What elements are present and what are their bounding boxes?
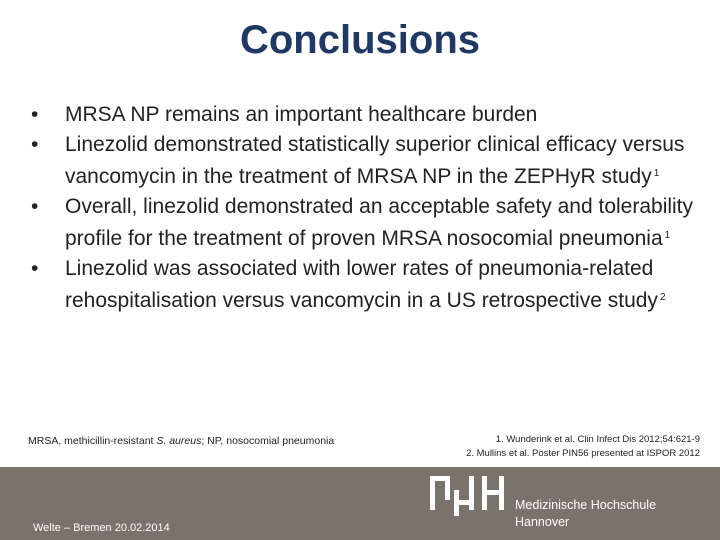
institution-logo-text <box>515 497 656 531</box>
abbrev-italic: S. aureus <box>156 435 202 447</box>
conclusion-list <box>28 100 698 316</box>
bullet-text: Overall, linezolid demonstrated an acceptable safety and tolerability profile for the treatment of proven MRSA nosocomial pneumonia <box>65 194 694 250</box>
references-footnote <box>466 433 700 461</box>
list-item <box>28 100 698 130</box>
bullet-text: Linezolid demonstrated statistically superior clinical efficacy versus vancomycin in the treatment of MRSA NP in the ZEPHyR study <box>65 132 685 188</box>
abbrev-after: ; NP, nosocomial pneumonia <box>201 435 335 447</box>
mhh-logo-icon <box>430 476 508 516</box>
logo-line-2: Hannover <box>515 515 570 529</box>
reference-marker: 1 <box>653 168 660 179</box>
bullet-icon: • <box>31 103 39 126</box>
bullet-icon: • <box>31 132 39 156</box>
reference-1: 1. Wunderink et al. Clin Infect Dis 2012;54:621-9 <box>495 434 700 445</box>
logo-line-1: Medizinische Hochschule <box>515 498 657 512</box>
presenter-date: Welte – Bremen 20.02.2014 <box>33 522 170 534</box>
reference-marker: 2 <box>659 292 666 303</box>
reference-2: 2. Mullins et al. Poster PIN56 presented at ISPOR 2012 <box>466 448 700 459</box>
abbrev-before: MRSA, methicillin-resistant <box>28 435 157 447</box>
bullet-text: MRSA NP remains an important healthcare burden <box>65 103 538 126</box>
reference-marker: 1 <box>664 230 671 241</box>
list-item <box>28 254 698 316</box>
page-title: Conclusions <box>239 18 481 62</box>
list-item <box>28 192 698 254</box>
list-item <box>28 130 698 192</box>
bullet-icon: • <box>31 256 39 280</box>
abbreviations-footnote <box>28 435 334 447</box>
bullet-text: Linezolid was associated with lower rates of pneumonia-related rehospitalisation versus vancomycin in a US retrospective study <box>65 256 658 312</box>
bullet-icon: • <box>31 194 39 218</box>
